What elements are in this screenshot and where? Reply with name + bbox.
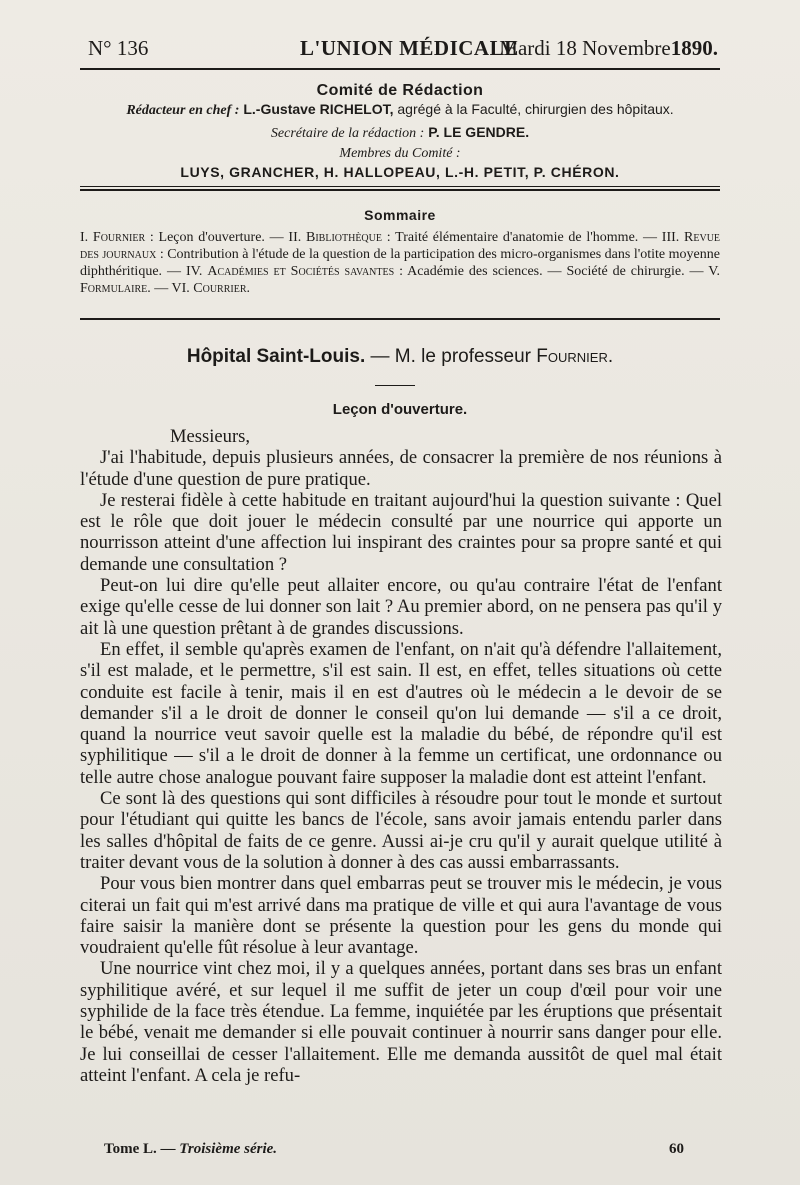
paragraph: Une nourrice vint chez moi, il y a quelques années, portant dans ses bras un enfant syphilitique avéré, et sur lequel il me suffit de jeter un coup d'œil pour voir une syphilide de la face très étendue. La femme, inquiétée par les éruptions que présentait le bébé, venait me demander si elle pouvait continuer à nourrir sans danger pour elle. Je lui conseillai de cesser l'allaitement. Elle me demanda aussitôt de quel mal était atteint l'enfant. A cela je refu- [80,958,722,1086]
sommaire-ii-text: : Traité élémentaire d'anatomie de l'homme. — [386,230,658,245]
sommaire-v-num: V. [708,264,721,279]
section-heading [80,346,720,368]
paragraph: Je resterai fidèle à cette habitude en traitant aujourd'hui la question suivante : Quel est le rôle que doit jouer le médecin consulté par une nourrice qui apporte un nourrisson atteint d'une affection lui inspirant des craintes pour sa propre santé et qui demande une consultation ? [80,489,722,575]
sommaire-i-num: I. [80,230,89,245]
heading-short-rule [375,385,415,386]
paragraph: J'ai l'habitude, depuis plusieurs années, de consacrer la première de nos réunions à l'étude d'une question de pure pratique. [80,447,722,490]
paragraph: Peut-on lui dire qu'elle peut allaiter encore, ou qu'au contraire l'état de l'enfant exige qu'elle cesse de lui donner son lait ? Au premier abord, on ne pensera pas qu'il y ait là une question prêtant à de grandes discussions. [80,575,722,639]
running-head [88,36,718,64]
salutation: Messieurs, [170,426,251,447]
paragraph: En effet, il semble qu'après examen de l'enfant, on n'ait qu'à défendre l'allaitement, s'il est malade, et le permettre, s'il est sain. Il est, en effet, telles situations où cette conduite est facile à tenir, mais il en est d'autres où le médecin a le devoir de se demander s'il a le droit de donner le conseil qu'on lui demande — s'il a ce droit, quand la nourrice veut savoir quelle est la maladie du bébé, de répondre qu'il est syphilitique — s'il a le droit de donner à la femme un certificat, une ordonnance ou telle autre chose analogue pouvant faire supposer la maladie dont est atteint l'enfant. [80,638,722,788]
sommaire-v-head: Formulaire. [80,281,151,296]
committee-title: Comité de Rédaction [316,82,484,99]
editor-line [80,101,720,119]
sommaire-iii-head: Revue des journaux [80,230,721,262]
committee-rule-thin [80,186,720,187]
volume-label: Tome L. — [104,1141,176,1157]
sommaire-ii-num: II. [288,230,302,245]
article-body [80,426,722,1086]
editor-name: L.-Gustave RICHELOT, [243,101,394,117]
sommaire-iv-text: : Académie des sciences. — Société de chirurgie. — [399,264,704,279]
sommaire-i-author: Fournier [92,230,146,245]
sommaire-vi-head: Courrier. [193,281,250,296]
issue-date [499,36,718,61]
hospital-name: Hôpital Saint-Louis. [186,346,366,367]
paragraph: Pour vous bien montrer dans quel embarras peut se trouver mis le médecin, je vous citerai un fait qui m'est arrivé dans ma pratique de ville et qui aura l'avantage de vous faire saisir la manière dont se présente la question pour les gens du monde qui voudraient qu'elle fût résolue à leur avantage. [80,873,722,959]
heading-dash: — M. le professeur [370,346,532,367]
editor-description: agrégé à la Faculté, chirurgien des hôpitaux. [397,101,674,117]
issue-date-text: Mardi 18 Novembre [499,36,671,60]
series-label: Troisième série. [179,1141,278,1157]
editor-label: Rédacteur en chef : [126,103,240,118]
professor-name: Fournier. [536,346,614,367]
sommaire-body [80,229,720,297]
journal-title: L'UNION MÉDICALE [300,36,519,60]
page-footer [104,1141,684,1161]
sommaire-iii-text: : Contribution à l'étude de la question de la participation des micro-organismes dans l'otite moyenne diphthéritique. — [80,247,720,279]
secretary-label: Secrétaire de la rédaction : [270,126,425,141]
members-label: Membres du Comité : [339,146,461,161]
secretary-line [80,124,720,142]
sommaire-iii-num: III. [661,230,680,245]
sommaire-v-sep: — [154,281,169,296]
sommaire-iv-num: IV. [185,264,203,279]
sommaire-vi-num: VI. [171,281,190,296]
footer-volume [104,1141,277,1158]
sommaire-iv-head: Académies et Sociétés savantes [207,264,395,279]
members-names: LUYS, GRANCHER, H. HALLOPEAU, L.-H. PETIT, P. CHÉRON. [180,164,620,180]
sommaire-rule [80,318,720,320]
issue-year: 1890. [670,36,718,60]
paragraph: Ce sont là des questions qui sont difficiles à résoudre pour tout le monde et surtout pour l'étudiant qui quitte les bancs de l'école, sans avoir jamais entendu parler dans les salles d'hôpital de faits de ce genre. Aussi ai-je cru qu'il y aurait quelque utilité à traiter devant vous de la solution à donner à des cas aussi embarrassants. [80,788,722,873]
lesson-title: Leçon d'ouverture. [332,401,468,418]
sommaire-title: Sommaire [364,207,436,223]
sommaire-i-text: : Leçon d'ouverture. — [149,230,284,245]
committee-rule-thick [80,189,720,191]
secretary-name: P. LE GENDRE. [428,124,530,140]
issue-number: N° 136 [88,36,149,60]
page-number: 60 [669,1141,684,1157]
sommaire-ii-head: Bibliothèque [306,230,382,245]
header-rule [80,68,720,70]
